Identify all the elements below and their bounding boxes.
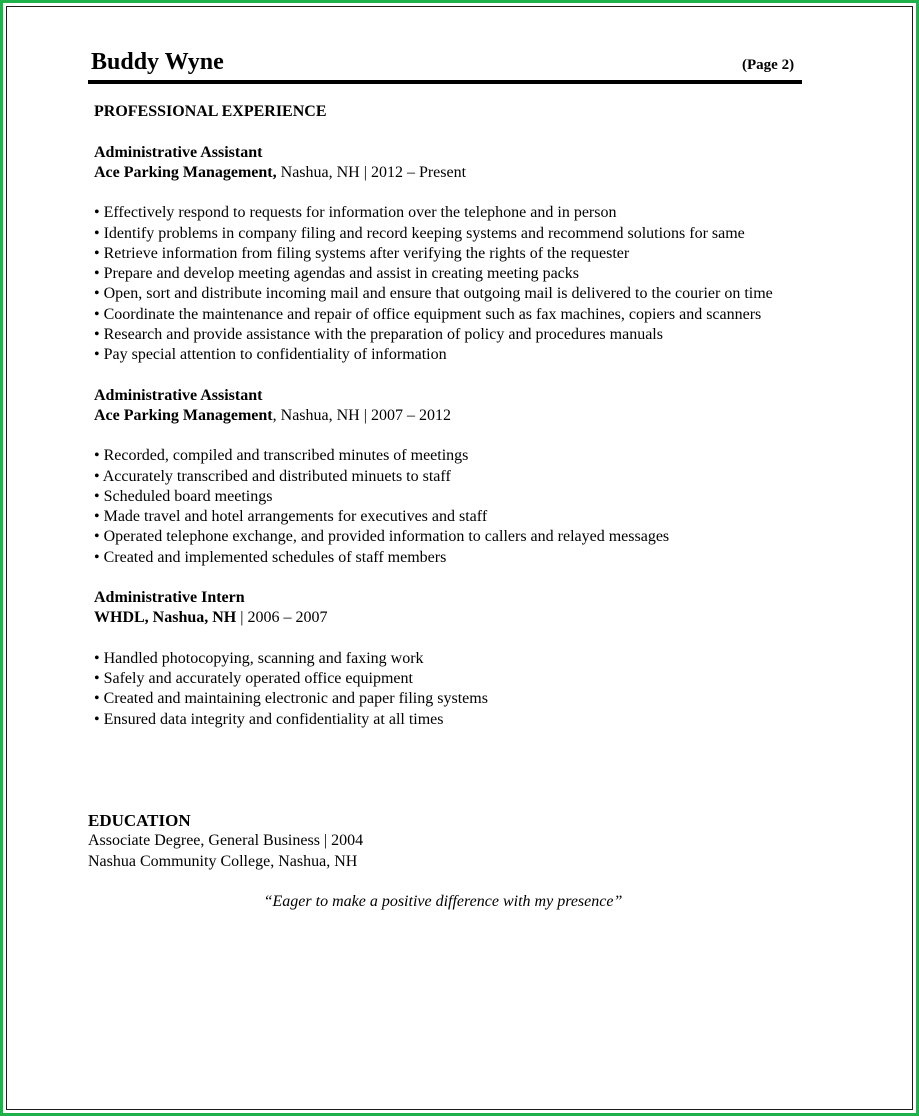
job-company: Ace Parking Management <box>94 406 273 424</box>
candidate-name: Buddy Wyne <box>91 49 224 75</box>
bullet-item: • Prepare and develop meeting agendas and assist in creating meeting packs <box>94 265 579 282</box>
job-company-line <box>94 608 794 628</box>
bullet-item: • Scheduled board meetings <box>94 487 273 505</box>
education-section <box>88 811 363 872</box>
bullet-item: • Created and maintaining electronic and paper filing systems <box>94 690 488 708</box>
bullet-item: • Handled photocopying, scanning and faxing work <box>94 649 424 667</box>
education-degree: Associate Degree, General Business | 2004 <box>88 832 364 850</box>
bullet-item: • Pay special attention to confidentiality of information <box>94 346 447 363</box>
bullet-item: • Created and implemented schedules of staff members <box>94 548 447 566</box>
closing-quote: “Eager to make a positive difference with my presence” <box>263 893 623 910</box>
job-bullets <box>94 446 794 568</box>
header-rule <box>88 80 802 84</box>
bullet-item: • Accurately transcribed and distributed minuets to staff <box>94 467 451 485</box>
bullet-item: • Identify problems in company filing and record keeping systems and recommend solutions for same <box>94 224 745 242</box>
job-company: WHDL, Nashua, NH <box>94 609 237 627</box>
job-entry <box>94 588 794 730</box>
experience-title: PROFESSIONAL EXPERIENCE <box>94 103 327 120</box>
job-role: Administrative Intern <box>94 589 245 606</box>
job-company-line <box>94 163 794 183</box>
education-title: EDUCATION <box>88 811 191 830</box>
bullet-item: • Ensured data integrity and confidentiality at all times <box>94 710 444 728</box>
education-school: Nashua Community College, Nashua, NH <box>88 852 358 870</box>
bullet-item: • Operated telephone exchange, and provided information to callers and relayed messages <box>94 528 670 546</box>
bullet-item: • Open, sort and distribute incoming mail and ensure that outgoing mail is delivered to the courier on time <box>94 285 773 303</box>
job-role: Administrative Assistant <box>94 143 263 161</box>
bullet-item: • Research and provide assistance with the preparation of policy and procedures manuals <box>94 325 663 343</box>
job-location-dates: | 2006 – 2007 <box>236 609 328 627</box>
bullet-item: • Safely and accurately operated office equipment <box>94 670 413 687</box>
job-location-dates: , Nashua, NH | 2007 – 2012 <box>272 406 451 424</box>
job-bullets <box>94 649 794 730</box>
job-company: Ace Parking Management, <box>94 163 277 181</box>
experience-section <box>94 102 794 730</box>
job-company-line <box>94 406 794 426</box>
bullet-item: • Coordinate the maintenance and repair of office equipment such as fax machines, copiers and scanners <box>94 305 762 323</box>
page-number: (Page 2) <box>742 57 795 73</box>
bullet-item: • Effectively respond to requests for information over the telephone and in person <box>94 204 617 222</box>
bullet-item: • Made travel and hotel arrangements for executives and staff <box>94 508 488 525</box>
job-entry <box>94 143 794 366</box>
bullet-item: • Retrieve information from filing systems after verifying the rights of the requester <box>94 244 630 262</box>
job-entry <box>94 386 794 568</box>
bullet-item: • Recorded, compiled and transcribed minutes of meetings <box>94 447 469 465</box>
job-location-dates: Nashua, NH | 2012 – Present <box>276 163 467 181</box>
job-role: Administrative Assistant <box>94 386 263 404</box>
job-bullets <box>94 203 794 365</box>
